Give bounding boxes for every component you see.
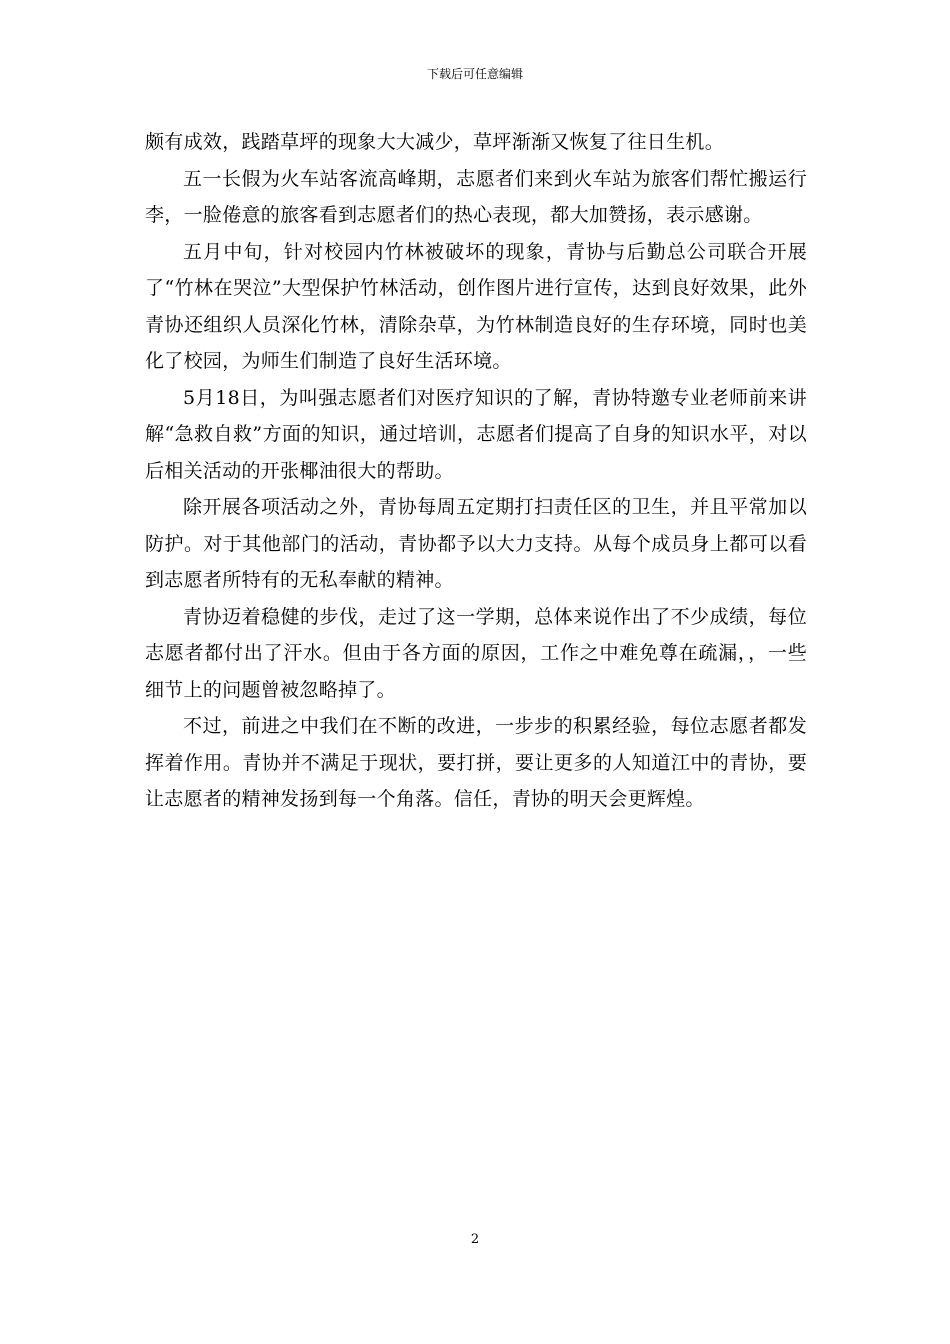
page-header: 下载后可任意编辑 (426, 67, 523, 81)
body-paragraph: 5月18日，为叫强志愿者们对医疗知识的了解，青协特邀专业老师前来讲解“急救自救”方面的知识，通过培训，志愿者们提高了自身的知识水平，对以后相关活动的开张椰油很大的帮助。 (145, 386, 807, 482)
body-paragraph: 颇有成效，践踏草坪的现象大大减少，草坪渐渐又恢复了往日生机。 (145, 131, 725, 153)
document-body (145, 124, 807, 818)
page-number: 2 (470, 1232, 480, 1247)
body-paragraph: 不过，前进之中我们在不断的改进，一步步的积累经验，每位志愿者都发挥着作用。青协并不满足于现状，要打拼，要让更多的人知道江中的青协，要让志愿者的精神发扬到每一个角落。信任，青协的明天会更辉煌。 (145, 715, 807, 810)
body-paragraph: 青协迈着稳健的步伐，走过了这一学期，总体来说作出了不少成绩，每位志愿者都付出了汗水。但由于各方面的原因，工作之中难免尊在疏漏，，一些细节上的问题曾被忽略掉了。 (145, 605, 807, 701)
body-paragraph: 除开展各项活动之外，青协每周五定期打扫责任区的卫生，并且平常加以防护。对于其他部门的活动，青协都予以大力支持。从每个成员身上都可以看到志愿者所特有的无私奉献的精神。 (145, 496, 807, 591)
body-paragraph: 五月中旬，针对校园内竹林被破坏的现象，青协与后勤总公司联合开展了“竹林在哭泣”大型保护竹林活动，创作图片进行宣传，达到良好效果，此外青协还组织人员深化竹林，清除杂草，为竹林制造良好的生存环境，同时也美化了校园，为师生们制造了良好生活环境。 (145, 240, 807, 372)
body-paragraph: 五一长假为火车站客流高峰期，志愿者们来到火车站为旅客们帮忙搬运行李，一脸倦意的旅客看到志愿者们的热心表现，都大加赞扬，表示感谢。 (145, 167, 807, 226)
